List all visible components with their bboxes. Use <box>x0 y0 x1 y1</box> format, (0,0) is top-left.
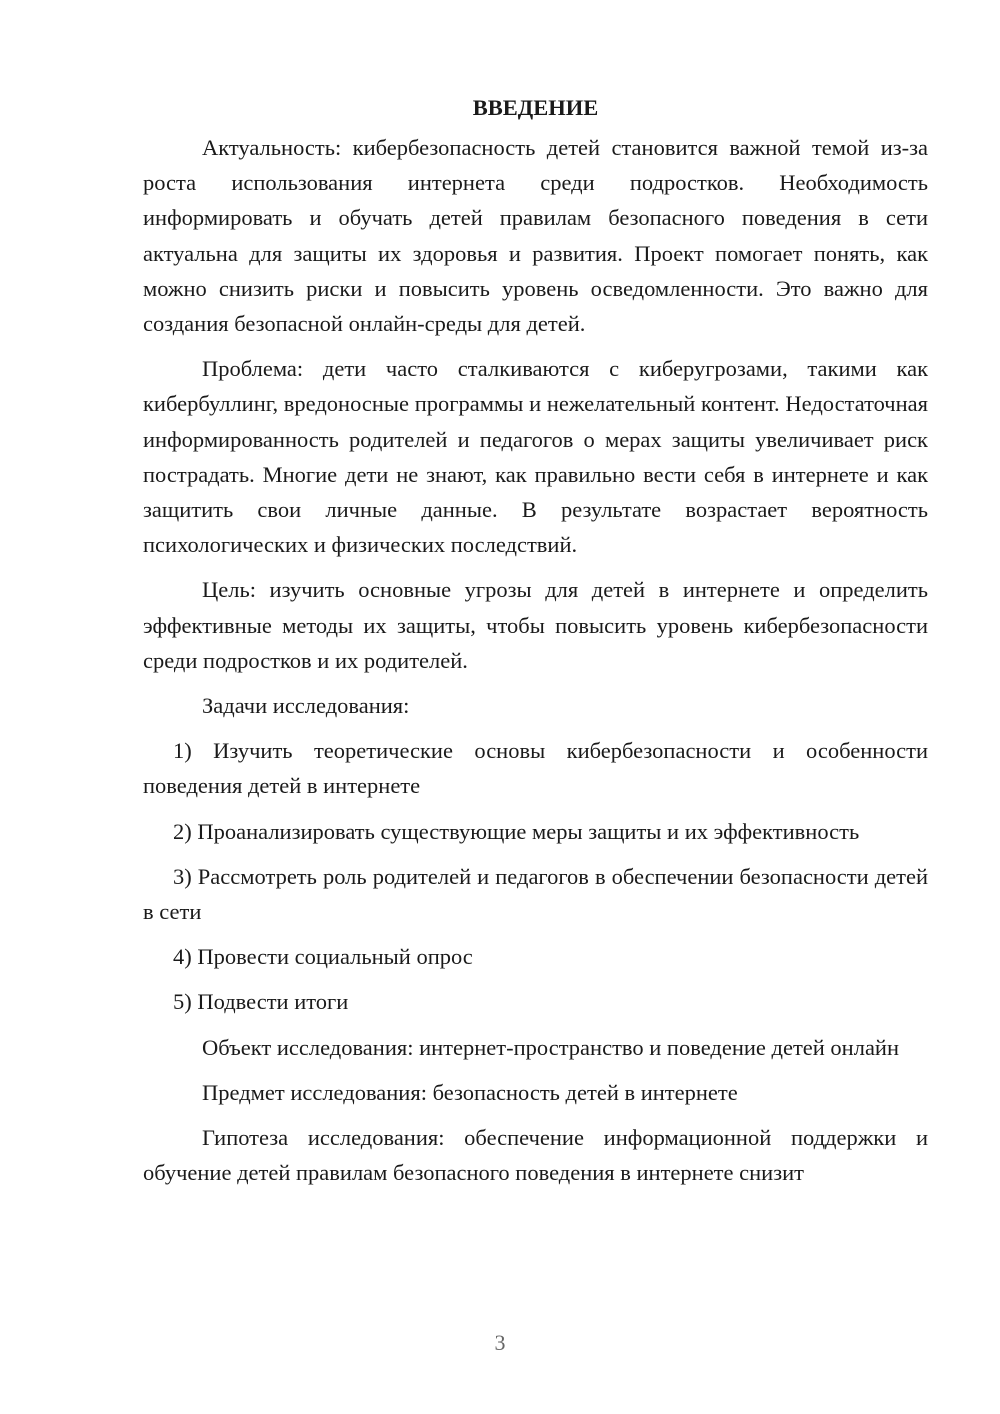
problem-paragraph: Проблема: дети часто сталкиваются с киберугрозами, такими как кибербуллинг, вредоносные программы и нежелательный контент. Недостаточная информированность родителей и педагогов о мерах защиты увеличивает риск пострадать. Многие дети не знают, как правильно вести себя в интернете и как защитить свои личные данные. В результате возрастает вероятность психологических и физических последствий. <box>143 356 928 558</box>
document-page <box>143 90 928 1200</box>
object-paragraph: Объект исследования: интернет-пространство и поведение детей онлайн <box>202 1034 900 1060</box>
tasks-title: Задачи исследования: <box>202 693 410 719</box>
task-item-2: 2) Проанализировать существующие меры защиты и их эффективность <box>173 818 860 844</box>
relevance-paragraph: Актуальность: кибербезопасность детей становится важной темой из-за роста использования интернета среди подростков. Необходимость информировать и обучать детей правилам безопасного поведения в сети актуальна для защиты их здоровья и развития. Проект помогает понять, как можно снизить риски и повысить уровень осведомленности. Это важно для создания безопасной онлайн-среды для детей. <box>143 135 928 337</box>
task-item-3: 3) Рассмотреть роль родителей и педагогов в обеспечении безопасности детей в сети <box>143 863 928 925</box>
page-title: ВВЕДЕНИЕ <box>472 95 599 120</box>
page-number: 3 <box>494 1330 506 1355</box>
hypothesis-paragraph: Гипотеза исследования: обеспечение информационной поддержки и обучение детей правилам безопасного поведения в интернете снизит <box>143 1125 928 1186</box>
goal-paragraph: Цель: изучить основные угрозы для детей в интернете и определить эффективные методы их защиты, чтобы повысить уровень кибербезопасности среди подростков и их родителей. <box>143 577 928 673</box>
subject-paragraph: Предмет исследования: безопасность детей в интернете <box>202 1079 738 1105</box>
task-item-5: 5) Подвести итоги <box>173 989 349 1015</box>
task-item-1: 1) Изучить теоретические основы кибербезопасности и особенности поведения детей в интернете <box>143 738 928 799</box>
task-item-4: 4) Провести социальный опрос <box>173 944 473 970</box>
